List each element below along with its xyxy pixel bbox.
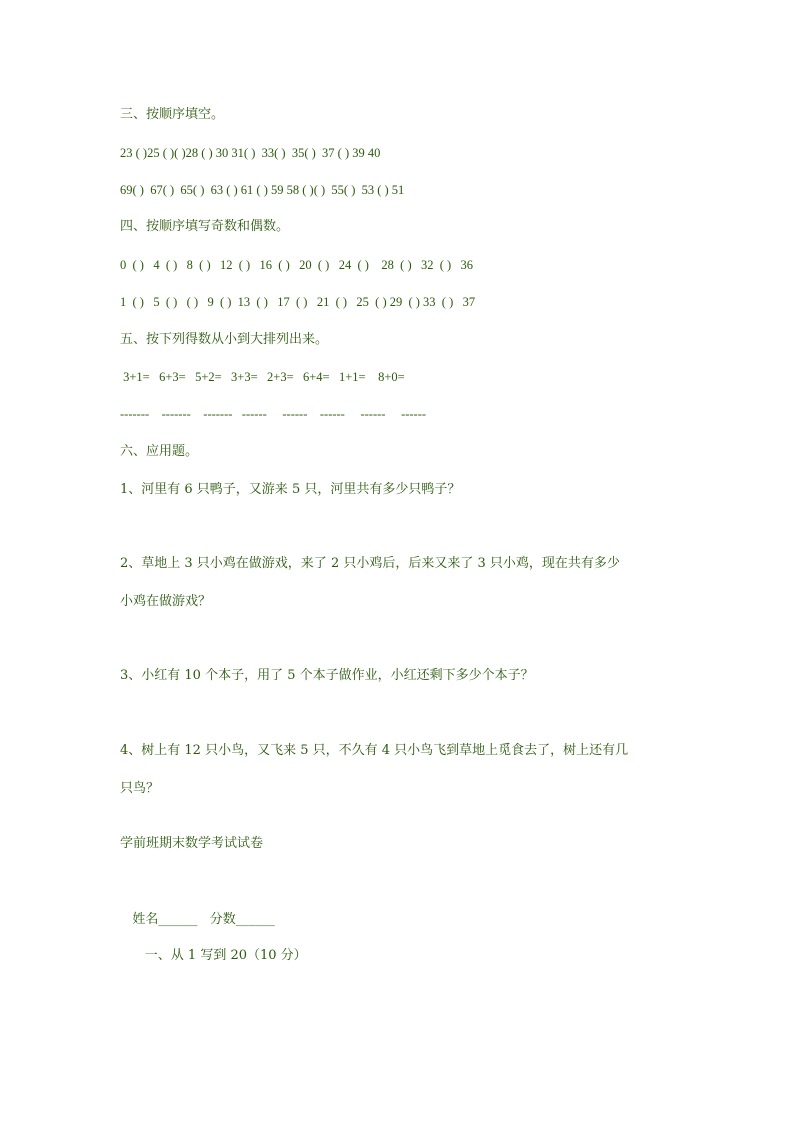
question-2-line-1: 2、草地上 3 只小鸡在做游戏，来了 2 只小鸡后，后来又来了 3 只小鸡，现在共有多少	[120, 556, 620, 571]
name-score-line: 姓名______ 分数______	[120, 912, 275, 927]
question-1: 1、河里有 6 只鸭子，又游来 5 只，河里共有多少只鸭子？	[120, 482, 461, 497]
section-4-title: 四、按顺序填写奇数和偶数。	[120, 219, 290, 234]
section-5-title: 五、按下列得数从小到大排列出来。	[120, 332, 329, 347]
section-4-row-1: 0 ( ) 4 ( ) 8 ( ) 12 ( ) 16 ( ) 20 ( ) 24 ( ) 28 ( ) 32 ( ) 36	[120, 258, 474, 272]
section-4-row-2: 1 ( ) 5 ( ) ( ) 9 ( ) 13 ( ) 17 ( ) 21 ( ) 25 ( ) 29 ( ) 33 ( ) 37	[120, 295, 476, 309]
question-2-line-2: 小鸡在做游戏？	[120, 594, 212, 609]
section-3-row-1: 23 ( )25 ( )( )28 ( ) 30 31( ) 33( ) 35( ) 37 ( ) 39 40	[120, 146, 381, 160]
exam-title: 学前班期末数学考试试卷	[120, 836, 264, 851]
section-3-row-2: 69( ) 67( ) 65( ) 63 ( ) 61 ( ) 59 58 ( )( ) 55( ) 53 ( ) 51	[120, 183, 405, 197]
question-4-line-1: 4、树上有 12 只小鸟，又飞来 5 只，不久有 4 只小鸟飞到草地上觅食去了，树上还有几	[120, 743, 629, 758]
section-1-title: 一、从 1 写到 20（10 分）	[120, 948, 307, 963]
section-6-title: 六、应用题。	[120, 444, 199, 459]
section-5-answer-blanks: ------- ------- ------- ------ ------ ------ ------ ------	[120, 407, 427, 421]
section-3-title: 三、按顺序填空。	[120, 107, 225, 122]
section-5-expressions: 3+1= 6+3= 5+2= 3+3= 2+3= 6+4= 1+1= 8+0=	[120, 370, 405, 384]
question-4-line-2: 只鸟？	[120, 781, 160, 796]
question-3: 3、小红有 10 个本子，用了 5 个本子做作业，小红还剩下多少个本子？	[120, 668, 534, 683]
